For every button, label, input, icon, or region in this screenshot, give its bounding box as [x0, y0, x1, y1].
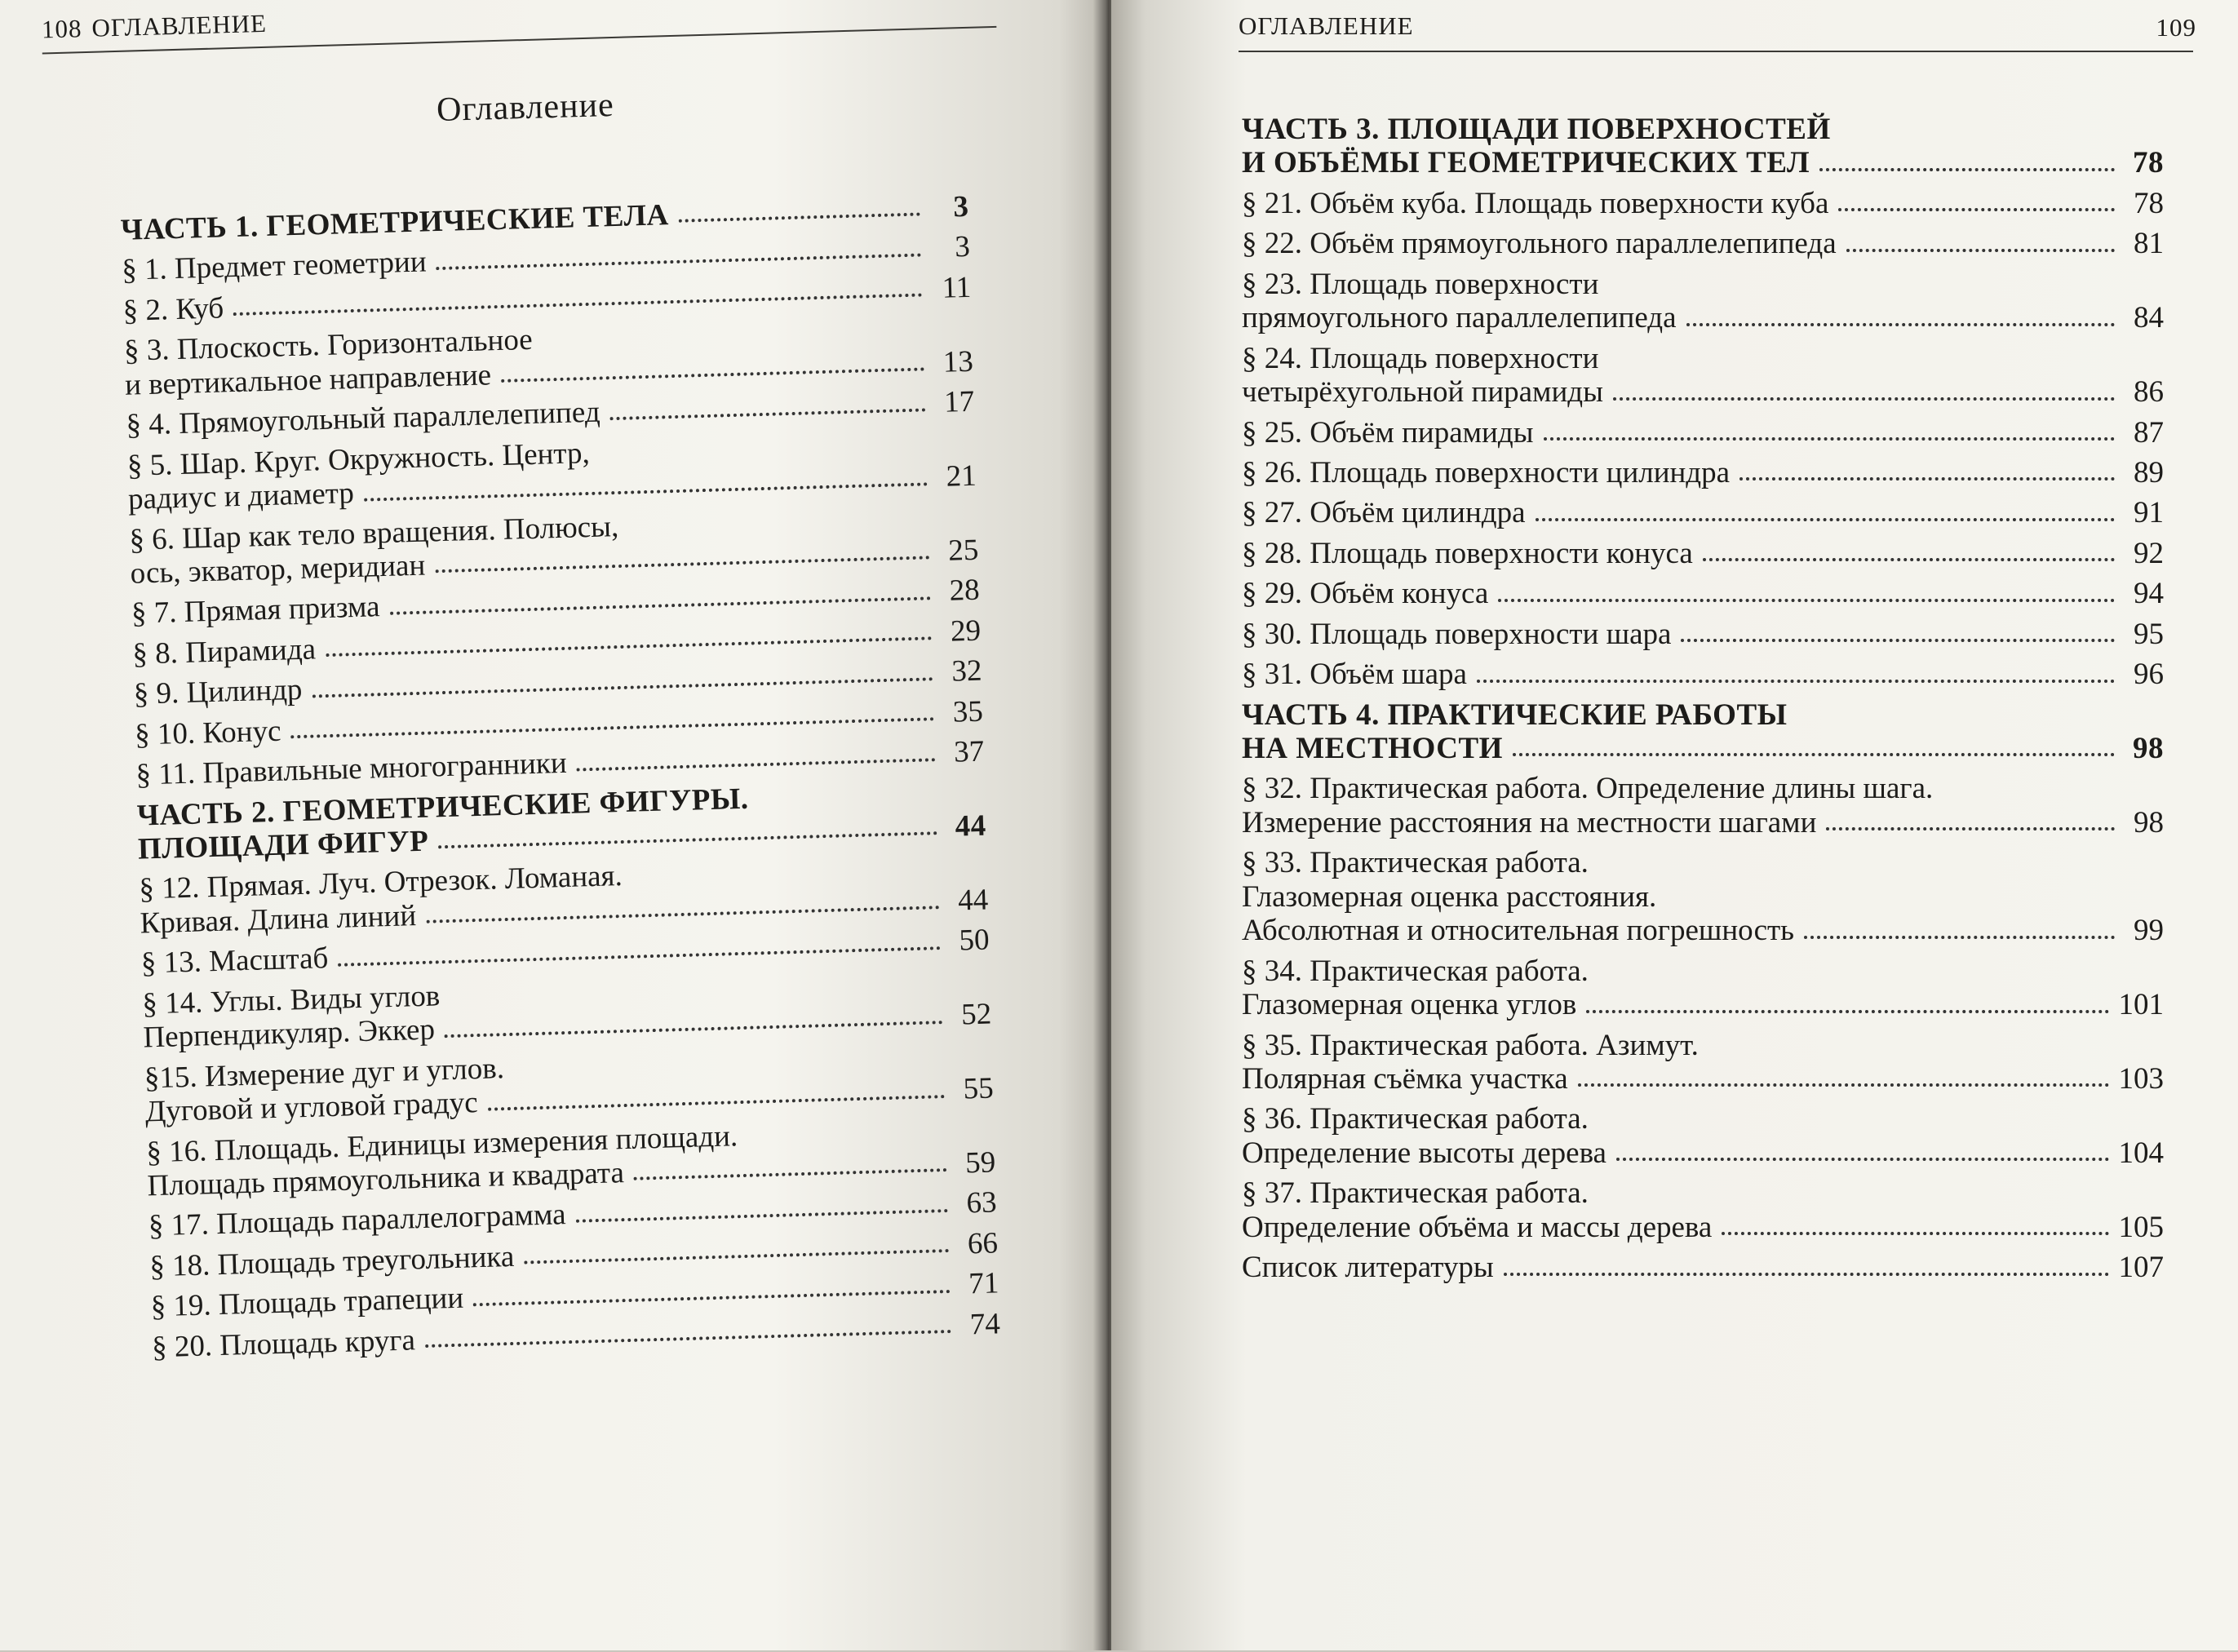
toc-entry-row: [1242, 496, 2164, 529]
toc-entry: [1242, 456, 2164, 489]
toc-page-number: 66: [967, 1226, 999, 1261]
dot-leader: [1838, 208, 2115, 211]
toc-page-number: 91: [2134, 496, 2164, 530]
right-toc-list: [1242, 113, 2164, 1291]
dot-leader: [1513, 753, 2115, 756]
dot-leader: [473, 1290, 950, 1306]
dot-leader: [435, 556, 929, 574]
dot-leader: [326, 637, 932, 658]
dot-leader: [1739, 477, 2115, 481]
dot-leader: [1686, 323, 2115, 326]
dot-leader: [338, 946, 940, 967]
toc-entry-title: Перпендикуляр. Эккер: [142, 1012, 436, 1055]
toc-entry-title: Абсолютная и относительная погрешность: [1242, 914, 1795, 948]
dot-leader: [364, 482, 928, 501]
toc-entry-row: [1242, 187, 2164, 220]
toc-entry: [1242, 954, 2164, 1022]
toc-entry-row: [1242, 1251, 2164, 1284]
toc-entry-row: [1242, 914, 2164, 947]
toc-entry-row: [1242, 456, 2164, 489]
toc-entry-row: [1242, 1136, 2164, 1170]
toc-page-number: 71: [968, 1266, 999, 1301]
dot-leader: [1536, 518, 2115, 521]
toc-entry: [1242, 1102, 2164, 1170]
toc-page-number: 44: [957, 883, 989, 918]
toc-entry-title: Определение объёма и массы дерева: [1242, 1210, 1713, 1244]
toc-entry-title: и вертикальное направление: [124, 358, 492, 402]
toc-entry-line: § 16. Площадь. Единицы измерения площади.: [145, 1118, 738, 1169]
toc-entry-title: Глазомерная оценка углов: [1242, 988, 1577, 1022]
toc-entry-line: § 24. Площадь поверхности: [1242, 341, 1599, 375]
left-page-content: [41, 0, 1066, 1650]
toc-entry-title: Дуговой и угловой градус: [144, 1086, 479, 1129]
toc-page-number: 3: [952, 189, 970, 224]
dot-leader: [1578, 1083, 2109, 1087]
toc-page-number: 29: [950, 613, 982, 649]
toc-entry-title: § 13. Масштаб: [140, 941, 329, 981]
toc-entry-row: [1242, 301, 2164, 334]
right-page: [1111, 0, 2238, 1650]
toc-entry-title: НА МЕСТНОСТИ: [1242, 732, 1503, 765]
toc-entry-title: Полярная съёмка участка: [1242, 1061, 1568, 1096]
toc-entry-title: радиус и диаметр: [127, 476, 355, 516]
dot-leader: [488, 1095, 945, 1111]
dot-leader: [445, 1021, 942, 1038]
toc-page-number: 35: [952, 694, 984, 729]
toc-entry: [1242, 1176, 2164, 1244]
dot-leader: [233, 294, 922, 317]
left-running-head: [41, 9, 267, 45]
toc-entry-row: [1242, 146, 2164, 179]
toc-page-number: 3: [954, 230, 971, 264]
toc-entry-line: § 33. Практическая работа.: [1242, 846, 1589, 880]
toc-page-number: 21: [946, 458, 977, 494]
dot-leader: [576, 1209, 948, 1223]
toc-page-number: 107: [2118, 1251, 2164, 1285]
toc-page-number: 95: [2134, 617, 2164, 651]
dot-leader: [1681, 639, 2115, 642]
toc-entry-title: И ОБЪЁМЫ ГЕОМЕТРИЧЕСКИХ ТЕЛ: [1242, 146, 1810, 180]
toc-entry-title: § 19. Площадь трапеции: [150, 1281, 464, 1324]
left-page: [0, 0, 1103, 1650]
dot-leader: [1613, 397, 2115, 401]
toc-page-number: 32: [951, 653, 982, 689]
dot-leader: [1544, 437, 2115, 441]
toc-entry-row: [1242, 618, 2164, 651]
dot-leader: [312, 677, 933, 698]
dot-leader: [1804, 936, 2115, 939]
toc-entry-row: [1242, 1062, 2164, 1096]
toc-entry: [1242, 1251, 2164, 1284]
toc-entry: [1242, 772, 2164, 839]
dot-leader: [1504, 1273, 2109, 1276]
toc-entry-title: ось, экватор, меридиан: [130, 548, 426, 591]
toc-entry: [1242, 537, 2164, 570]
toc-entry: [1242, 577, 2164, 610]
toc-entry-title: § 10. Конус: [134, 714, 281, 752]
toc-entry-title: § 20. Площадь круга: [151, 1323, 416, 1365]
toc-page-number: 11: [942, 270, 972, 305]
left-page-number: 108: [41, 14, 82, 44]
toc-entry-title: § 27. Объём цилиндра: [1242, 496, 1526, 530]
toc-entry-title: Площадь прямоугольника и квадрата: [147, 1156, 625, 1203]
toc-entry-title: § 26. Площадь поверхности цилиндра: [1242, 455, 1731, 489]
dot-leader: [425, 1330, 951, 1348]
toc-page-number: 78: [2134, 186, 2164, 220]
dot-leader: [291, 717, 934, 738]
toc-title: Оглавление: [436, 86, 615, 130]
dot-leader: [1477, 680, 2115, 683]
toc-page-number: 92: [2134, 536, 2164, 570]
dot-leader: [634, 1168, 947, 1180]
toc-page-number: 84: [2134, 301, 2164, 335]
toc-entry-line: ЧАСТЬ 3. ПЛОЩАДИ ПОВЕРХНОСТЕЙ: [1242, 113, 1831, 146]
toc-page-number: 59: [964, 1145, 996, 1180]
dot-leader: [679, 213, 920, 223]
toc-entry-line: § 23. Площадь поверхности: [1242, 267, 1599, 301]
toc-entry-title: § 21. Объём куба. Площадь поверхности куба: [1242, 186, 1829, 220]
toc-entry-title: § 8. Пирамида: [131, 632, 317, 671]
toc-page-number: 98: [2134, 805, 2164, 839]
toc-entry-line: ЧАСТЬ 2. ГЕОМЕТРИЧЕСКИЕ ФИГУРЫ.: [136, 782, 750, 833]
toc-entry-title: § 25. Объём пирамиды: [1242, 415, 1534, 450]
toc-entry-title: Кривая. Длина линий: [140, 898, 417, 941]
dot-leader: [1826, 827, 2115, 830]
dot-leader: [1846, 249, 2115, 252]
toc-entry-title: § 11. Правильные многогранники: [135, 746, 568, 792]
toc-entry-row: [1242, 375, 2164, 409]
toc-entry-row: [1242, 658, 2164, 691]
toc-entry-title: § 30. Площадь поверхности шара: [1242, 617, 1672, 651]
toc-entry-title: § 17. Площадь параллелограмма: [148, 1198, 567, 1243]
dot-leader: [1616, 1158, 2109, 1161]
left-running-head-title: ОГЛАВЛЕНИЕ: [91, 8, 268, 42]
right-header-rule: [1239, 51, 2193, 52]
toc-entry-row: [1242, 732, 2164, 765]
toc-page-number: 103: [2118, 1061, 2164, 1096]
toc-page-number: 37: [953, 734, 985, 769]
toc-entry-line: § 34. Практическая работа.: [1242, 954, 1589, 988]
toc-entry-line: § 35. Практическая работа. Азимут.: [1242, 1028, 1699, 1062]
toc-entry-title: § 29. Объём конуса: [1242, 577, 1489, 611]
toc-page-number: 96: [2134, 658, 2164, 692]
toc-entry-line: § 14. Углы. Виды углов: [141, 979, 441, 1021]
toc-page-number: 44: [955, 808, 987, 844]
toc-entry-line: § 12. Прямая. Луч. Отрезок. Ломаная.: [138, 859, 623, 907]
toc-entry-title: Список литературы: [1242, 1251, 1494, 1285]
dot-leader: [1703, 558, 2115, 561]
toc-entry-title: Измерение расстояния на местности шагами: [1242, 805, 1817, 839]
right-page-number: 109: [2156, 13, 2196, 42]
toc-entry-row: [1242, 988, 2164, 1021]
toc-page-number: 74: [969, 1307, 1001, 1342]
toc-entry-title: ЧАСТЬ 1. ГЕОМЕТРИЧЕСКИЕ ТЕЛА: [120, 198, 670, 247]
toc-entry: [1242, 618, 2164, 651]
toc-page-number: 98: [2133, 732, 2164, 765]
toc-entry: [1242, 113, 2164, 180]
toc-page-number: 87: [2134, 415, 2164, 450]
toc-entry-line: § 5. Шар. Круг. Окружность. Центр,: [126, 436, 591, 483]
toc-entry-row: [1242, 537, 2164, 570]
dot-leader: [577, 758, 936, 771]
toc-page-number: 63: [966, 1185, 998, 1220]
toc-page-number: 25: [947, 533, 979, 568]
toc-entry-title: § 28. Площадь поверхности конуса: [1242, 536, 1693, 570]
toc-entry: [1242, 227, 2164, 260]
toc-entry-title: § 4. Прямоугольный параллелепипед: [125, 395, 601, 442]
toc-entry-line: Глазомерная оценка расстояния.: [1242, 879, 1657, 914]
toc-entry: [1242, 846, 2164, 947]
toc-page-number: 81: [2134, 227, 2164, 261]
toc-page-number: 86: [2134, 375, 2164, 410]
toc-entry-title: § 2. Куб: [122, 291, 224, 328]
dot-leader: [426, 906, 939, 924]
toc-page-number: 50: [959, 923, 990, 958]
dot-leader: [437, 253, 921, 270]
toc-page-number: 105: [2118, 1210, 2164, 1244]
dot-leader: [610, 408, 926, 420]
toc-entry-line: § 3. Плоскость. Горизонтальное: [123, 323, 534, 369]
toc-entry-line: § 36. Практическая работа.: [1242, 1102, 1589, 1136]
right-running-head: ОГЛАВЛЕНИЕ: [1239, 11, 1414, 40]
right-page-content: [1239, 0, 2196, 1650]
dot-leader: [438, 832, 937, 849]
toc-entry: [1242, 342, 2164, 410]
toc-page-number: 99: [2134, 914, 2164, 948]
toc-entry: [1242, 496, 2164, 529]
toc-entry-row: [1242, 227, 2164, 260]
toc-entry-title: § 18. Площадь треугольника: [148, 1239, 515, 1284]
toc-entry-title: ПЛОЩАДИ ФИГУР: [137, 824, 429, 866]
toc-page-number: 55: [963, 1071, 995, 1106]
toc-page-number: 101: [2118, 988, 2164, 1022]
toc-entry-title: § 1. Предмет геометрии: [121, 245, 428, 288]
toc-entry-row: [1242, 577, 2164, 610]
dot-leader: [1498, 599, 2115, 602]
toc-entry-title: § 9. Цилиндр: [133, 673, 303, 711]
toc-page-number: 104: [2118, 1136, 2164, 1170]
dot-leader: [501, 368, 924, 383]
toc-entry: [1242, 187, 2164, 220]
toc-page-number: 17: [943, 384, 975, 419]
toc-entry-line: § 6. Шар как тело вращения. Полюсы,: [128, 509, 619, 557]
dot-leader: [1722, 1232, 2108, 1235]
toc-entry-title: § 31. Объём шара: [1242, 658, 1467, 692]
toc-entry: [1242, 1029, 2164, 1096]
toc-entry-title: § 7. Прямая призма: [131, 590, 381, 631]
toc-entry: [1242, 416, 2164, 450]
toc-page-number: 78: [2133, 146, 2164, 180]
toc-entry-row: [1242, 806, 2164, 839]
toc-entry-title: Определение высоты дерева: [1242, 1136, 1606, 1170]
toc-page-number: 13: [942, 344, 974, 379]
toc-entry-title: прямоугольного параллелепипеда: [1242, 301, 1677, 335]
toc-entry-line: §15. Измерение дуг и углов.: [144, 1051, 505, 1096]
toc-entry-title: четырёхугольной пирамиды: [1242, 375, 1603, 410]
toc-page-number: 94: [2134, 577, 2164, 611]
toc-page-number: 52: [960, 997, 992, 1032]
toc-entry: [1242, 268, 2164, 335]
toc-entry-row: [1242, 1211, 2164, 1244]
dot-leader: [390, 596, 931, 615]
toc-entry: [1242, 698, 2164, 766]
toc-entry-line: § 32. Практическая работа. Определение длины шага.: [1242, 772, 1934, 806]
toc-entry-title: § 22. Объём прямоугольного параллелепипеда: [1242, 227, 1837, 261]
toc-entry-row: [1242, 416, 2164, 450]
toc-page-number: 28: [949, 574, 981, 609]
toc-entry: [1242, 658, 2164, 691]
dot-leader: [524, 1249, 949, 1264]
toc-page-number: 89: [2134, 455, 2164, 489]
toc-entry-line: § 37. Практическая работа.: [1242, 1176, 1589, 1211]
toc-entry-line: ЧАСТЬ 4. ПРАКТИЧЕСКИЕ РАБОТЫ: [1242, 698, 1788, 732]
dot-leader: [1586, 1010, 2108, 1013]
dot-leader: [1819, 168, 2115, 171]
left-toc-list: [120, 190, 1000, 1371]
